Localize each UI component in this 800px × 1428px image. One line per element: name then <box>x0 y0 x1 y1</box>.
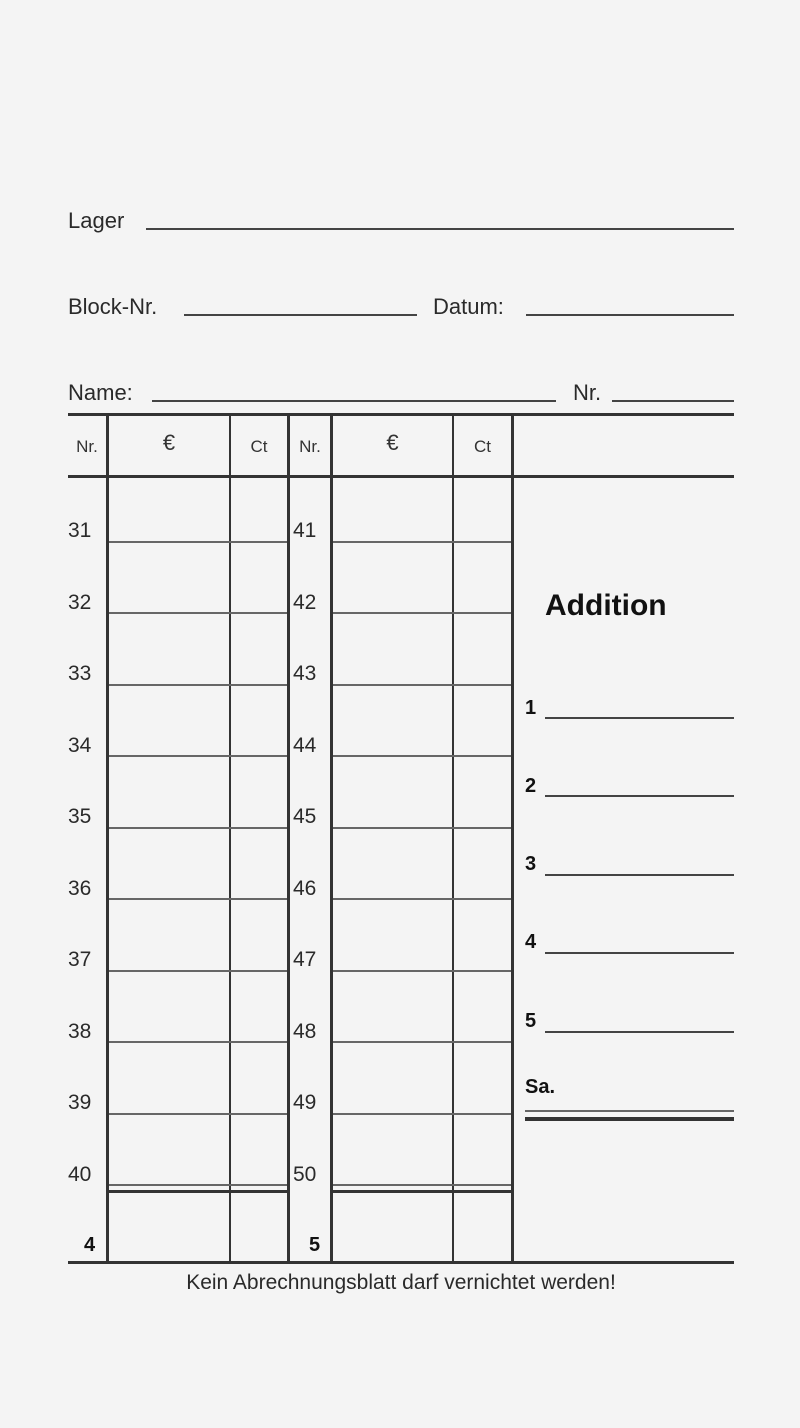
addition-item-line[interactable] <box>545 795 734 797</box>
addition-item-label: 3 <box>525 853 537 875</box>
row-entry-line[interactable] <box>333 970 511 972</box>
row-number: 37 <box>68 948 92 971</box>
row-entry-line[interactable] <box>333 1113 511 1115</box>
row-entry-line[interactable] <box>333 755 511 757</box>
row-entry-line[interactable] <box>109 970 287 972</box>
addition-sum-line[interactable] <box>525 1110 734 1112</box>
row-number: 33 <box>68 662 92 685</box>
row-entry-line[interactable] <box>109 1184 287 1186</box>
row-entry-line[interactable] <box>109 898 287 900</box>
addition-title: Addition <box>545 589 667 622</box>
row-entry-line[interactable] <box>333 827 511 829</box>
addition-item-line[interactable] <box>545 1031 734 1033</box>
row-number: 50 <box>293 1163 317 1186</box>
row-entry-line[interactable] <box>109 541 287 543</box>
divider-right-block-end <box>511 416 514 1262</box>
lager-label: Lager <box>68 208 125 233</box>
addition-item-label: 1 <box>525 697 537 719</box>
row-number: 32 <box>68 591 92 614</box>
row-number: 31 <box>68 519 92 542</box>
col-euro-header-right: € <box>386 430 399 455</box>
table-bottom-rule <box>68 1261 734 1264</box>
row-entry-line[interactable] <box>333 898 511 900</box>
subtotal-label-right: 5 <box>309 1234 321 1256</box>
nr-field-line[interactable] <box>612 400 734 402</box>
row-entry-line[interactable] <box>333 541 511 543</box>
row-number: 48 <box>293 1020 317 1043</box>
col-nr-header-left: Nr. <box>76 437 98 456</box>
col-euro-header-left: € <box>162 430 176 455</box>
row-number: 44 <box>293 734 317 757</box>
row-number: 35 <box>68 805 92 828</box>
addition-sum-double-rule <box>525 1117 734 1121</box>
addition-item-label: 5 <box>525 1010 537 1032</box>
row-number: 36 <box>68 877 92 900</box>
addition-item-line[interactable] <box>545 874 734 876</box>
row-number: 47 <box>293 948 317 971</box>
row-number: 42 <box>293 591 317 614</box>
datum-label: Datum: <box>433 294 504 319</box>
addition-item-label: 2 <box>525 775 537 797</box>
addition-item-line[interactable] <box>545 717 734 719</box>
block-nr-field-line[interactable] <box>184 314 417 316</box>
name-label: Name: <box>68 380 133 405</box>
row-number: 39 <box>68 1091 92 1114</box>
divider-left-block-end <box>287 416 290 1262</box>
row-entry-line[interactable] <box>333 1184 511 1186</box>
row-entry-line[interactable] <box>109 755 287 757</box>
row-number: 45 <box>293 805 317 828</box>
name-field-line[interactable] <box>152 400 556 402</box>
row-number: 38 <box>68 1020 92 1043</box>
row-number: 41 <box>293 519 317 542</box>
row-entry-line[interactable] <box>333 1041 511 1043</box>
row-entry-line[interactable] <box>109 612 287 614</box>
row-number: 46 <box>293 877 317 900</box>
subtotal-rule-left <box>109 1190 287 1193</box>
nr-label: Nr. <box>573 380 602 405</box>
row-number: 40 <box>68 1163 92 1186</box>
row-number: 43 <box>293 662 317 685</box>
lager-field-line[interactable] <box>146 228 734 230</box>
addition-item-label: 4 <box>525 931 537 953</box>
table-top-rule <box>68 413 734 416</box>
row-entry-line[interactable] <box>333 612 511 614</box>
row-number: 34 <box>68 734 92 757</box>
row-entry-line[interactable] <box>109 684 287 686</box>
datum-field-line[interactable] <box>526 314 734 316</box>
row-entry-line[interactable] <box>333 684 511 686</box>
addition-item-line[interactable] <box>545 952 734 954</box>
subtotal-label-left: 4 <box>84 1234 96 1256</box>
row-entry-line[interactable] <box>109 827 287 829</box>
addition-sum-label: Sa. <box>525 1076 556 1098</box>
row-entry-line[interactable] <box>109 1041 287 1043</box>
col-ct-header-right: Ct <box>474 437 491 456</box>
header-bottom-rule <box>68 475 734 478</box>
col-nr-header-right: Nr. <box>299 437 321 456</box>
footer-notice: Kein Abrechnungsblatt darf vernichtet werden! <box>186 1271 616 1294</box>
subtotal-rule-right <box>333 1190 511 1193</box>
row-entry-line[interactable] <box>109 1113 287 1115</box>
row-number: 49 <box>293 1091 317 1114</box>
col-ct-header-left: Ct <box>250 437 268 456</box>
block-nr-label: Block-Nr. <box>68 294 158 319</box>
